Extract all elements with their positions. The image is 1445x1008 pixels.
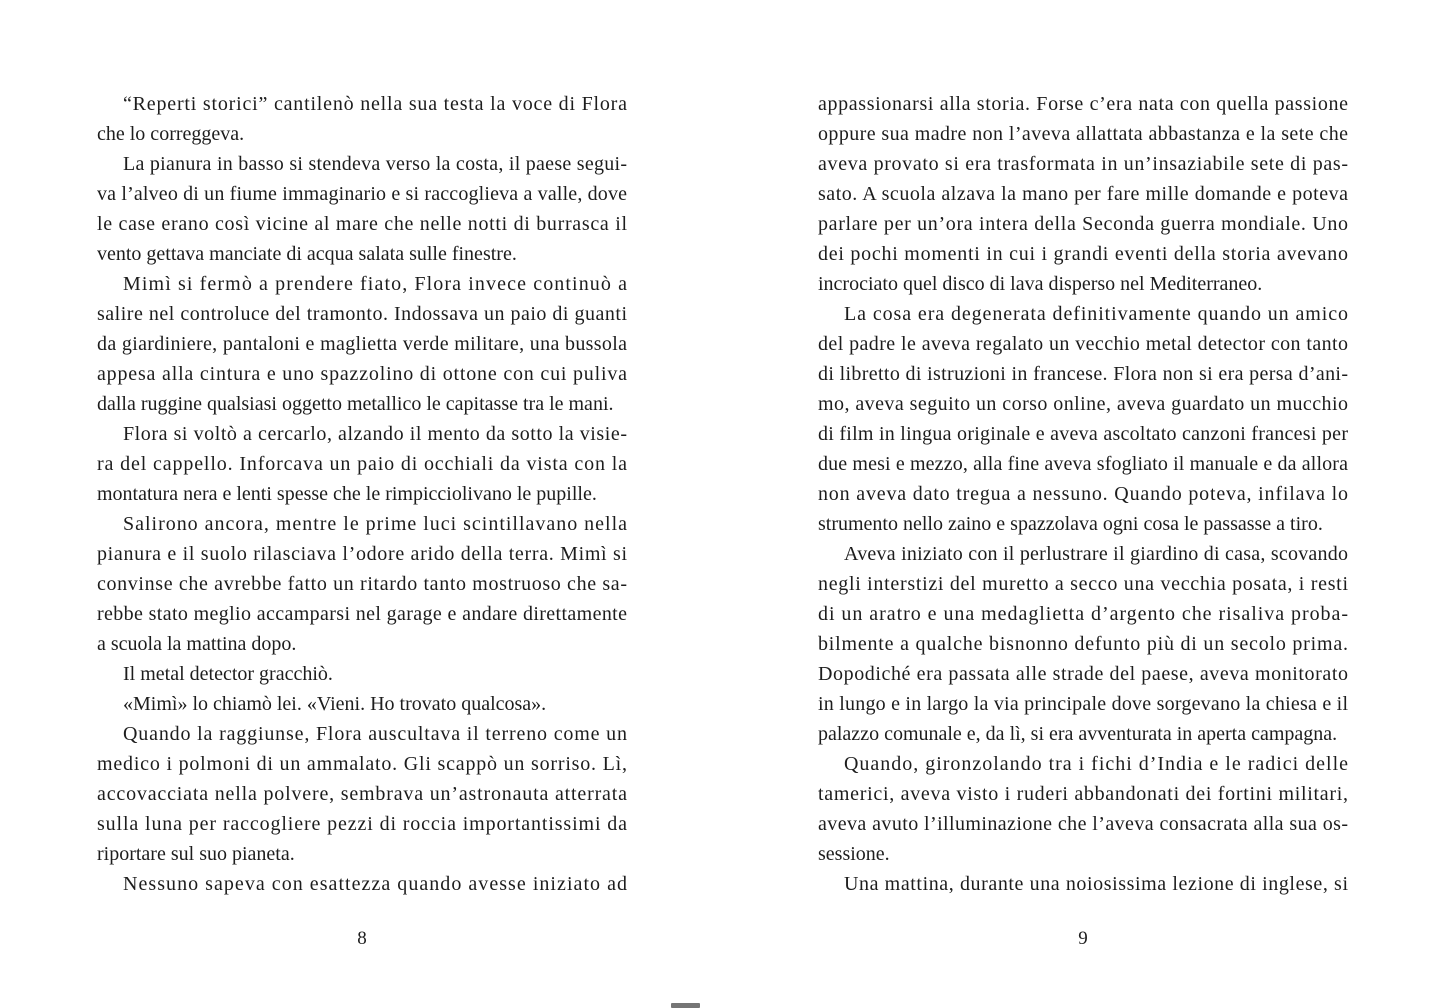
text-line: tamerici, aveva visto i ruderi abbandonati dei fortini militari, (818, 783, 1348, 805)
text-line: oppure sua madre non l’aveva allattata abbastanza e la sete che (818, 123, 1348, 145)
text-line: sessione. (818, 843, 890, 865)
text-line: strumento nello zaino e spazzolava ogni cosa le passasse a tiro. (818, 513, 1323, 535)
right-page-text (818, 88, 1348, 904)
text-line: rebbe stato meglio accamparsi nel garage e andare direttamente (97, 603, 627, 625)
text-line: La cosa era degenerata definitivamente quando un amico (844, 303, 1348, 325)
text-line: Flora si voltò a cercarlo, alzando il mento da sotto la visie- (123, 423, 627, 445)
text-line: appesa alla cintura e uno spazzolino di ottone con cui puliva (97, 363, 627, 385)
text-line: dalla ruggine qualsiasi oggetto metallico le capitasse tra le mani. (97, 393, 614, 415)
text-line: aveva provato si era trasformata in un’insaziabile sete di pas- (818, 153, 1348, 175)
text-line: sulla luna per raccogliere pezzi di roccia importantissimi da (97, 813, 627, 835)
text-line: salire nel controluce del tramonto. Indossava un paio di guanti (97, 303, 627, 325)
text-line: a scuola la mattina dopo. (97, 633, 297, 655)
text-line: accovacciata nella polvere, sembrava un’astronauta atterrata (97, 783, 627, 805)
text-line: Salirono ancora, mentre le prime luci scintillavano nella (123, 513, 627, 535)
text-line: dei pochi momenti in cui i grandi eventi della storia avevano (818, 243, 1348, 265)
text-line: in lungo e in largo la via principale dove sorgevano la chiesa e il (818, 693, 1348, 715)
text-line: incrociato quel disco di lava disperso nel Mediterraneo. (818, 273, 1263, 295)
text-line: pianura e il suolo rilasciava l’odore arido della terra. Mimì si (97, 543, 627, 565)
page-left (97, 88, 627, 904)
text-line: che lo correggeva. (97, 123, 245, 145)
text-line: Quando la raggiunse, Flora auscultava il terreno come un (123, 723, 627, 745)
text-line: convinse che avrebbe fatto un ritardo tanto mostruoso che sa- (97, 573, 627, 595)
page-number-right: 9 (1078, 928, 1088, 949)
text-line: “Reperti storici” cantilenò nella sua testa la voce di Flora (123, 93, 627, 115)
text-line: di film in lingua originale e aveva ascoltato canzoni francesi per (818, 423, 1348, 445)
text-line: sato. A scuola alzava la mano per fare mille domande e poteva (818, 183, 1348, 205)
text-line: Il metal detector gracchiò. (123, 663, 333, 685)
text-line: Dopodiché era passata alle strade del paese, aveva monitorato (818, 663, 1348, 685)
text-line: parlare per un’ora intera della Seconda guerra mondiale. Uno (818, 213, 1348, 235)
text-line: vento gettava manciate di acqua salata sulle finestre. (97, 243, 517, 265)
text-line: non aveva dato tregua a nessuno. Quando poteva, infilava lo (818, 483, 1348, 505)
text-line: Mimì si fermò a prendere fiato, Flora invece continuò a (123, 273, 627, 295)
text-line: Nessuno sapeva con esattezza quando avesse iniziato ad (123, 873, 627, 895)
text-line: da giardiniere, pantaloni e maglietta verde militare, una bussola (97, 333, 627, 355)
text-line: palazzo comunale e, da lì, si era avventurata in aperta campagna. (818, 723, 1338, 745)
text-line: La pianura in basso si stendeva verso la costa, il paese segui- (123, 153, 627, 175)
text-line: «Mimì» lo chiamò lei. «Vieni. Ho trovato qualcosa». (123, 693, 547, 715)
text-line: riportare sul suo pianeta. (97, 843, 295, 865)
text-line: di un aratro e una medaglietta d’argento che risaliva proba- (818, 603, 1348, 625)
text-line: aveva avuto l’illuminazione che l’aveva consacrata alla sua os- (818, 813, 1348, 835)
text-line: Una mattina, durante una noiosissima lezione di inglese, si (844, 873, 1348, 895)
text-line: va l’alveo di un fiume immaginario e si raccoglieva a valle, dove (97, 183, 627, 205)
page-number-left: 8 (357, 928, 367, 949)
text-line: ra del cappello. Inforcava un paio di occhiali da vista con la (97, 453, 628, 475)
text-line: del padre le aveva regalato un vecchio metal detector con tanto (818, 333, 1348, 355)
text-line: mo, aveva seguito un corso online, aveva guardato un mucchio (818, 393, 1348, 415)
text-line: le case erano così vicine al mare che nelle notti di burrasca il (97, 213, 627, 235)
text-line: Aveva iniziato con il perlustrare il giardino di casa, scovando (844, 543, 1348, 565)
text-line: di libretto di istruzioni in francese. Flora non si era persa d’ani- (818, 363, 1348, 385)
text-line: appassionarsi alla storia. Forse c’era nata con quella passione (818, 93, 1348, 115)
bottom-indicator (671, 1003, 700, 1008)
text-line: Quando, gironzolando tra i fichi d’India e le radici delle (844, 753, 1348, 775)
page-right (818, 88, 1348, 904)
text-line: montatura nera e lenti spesse che le rimpicciolivano le pupille. (97, 483, 597, 505)
text-line: bilmente a qualche bisnonno defunto più di un secolo prima. (818, 633, 1348, 655)
left-page-text (97, 88, 627, 904)
text-line: due mesi e mezzo, alla fine aveva sfogliato il manuale e da allora (818, 453, 1348, 475)
text-line: medico i polmoni di un ammalato. Gli scappò un sorriso. Lì, (97, 753, 627, 775)
text-line: negli interstizi del muretto a secco una vecchia posata, i resti (818, 573, 1348, 595)
